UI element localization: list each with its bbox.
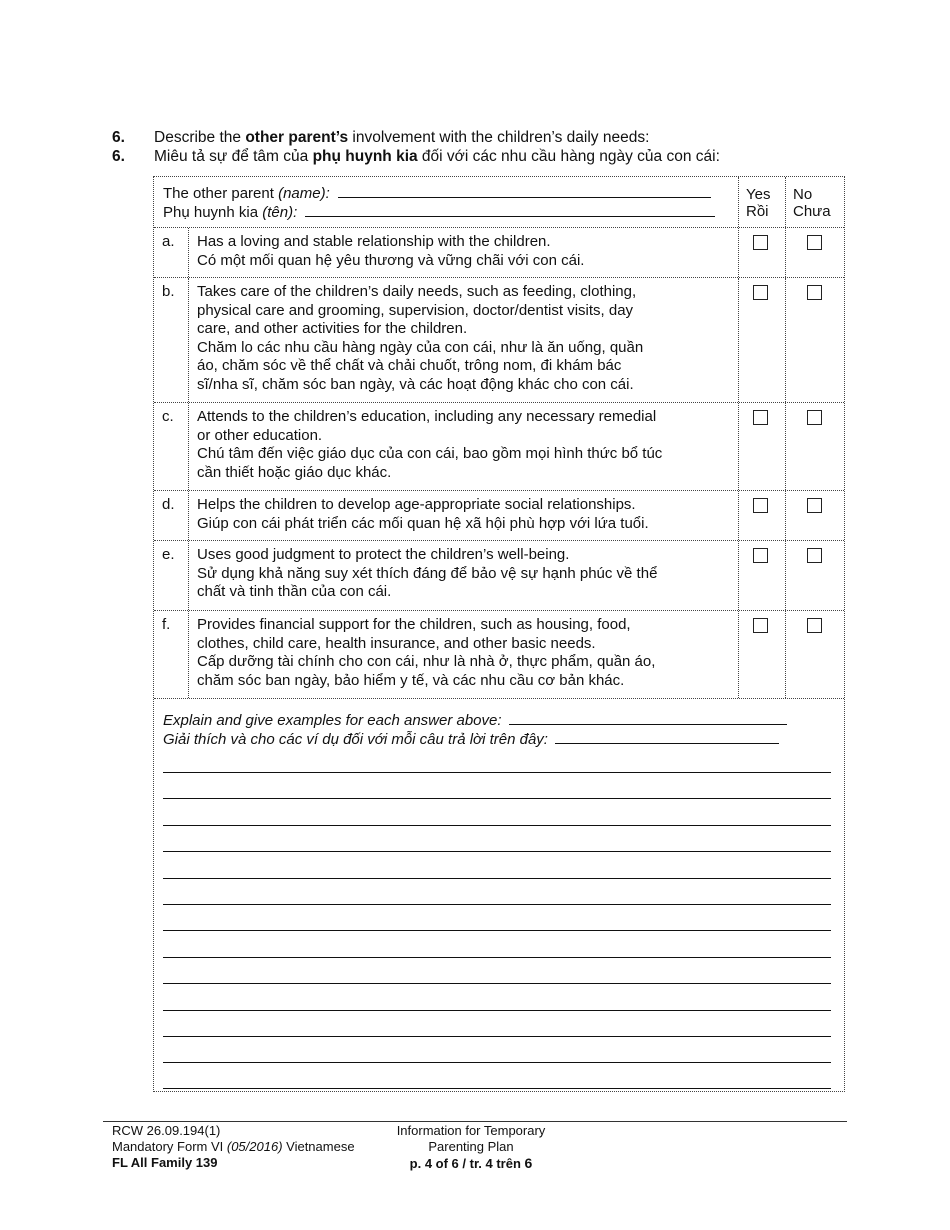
item-letter: d.	[162, 496, 175, 513]
table-row	[154, 491, 844, 541]
footer-statute: RCW 26.09.194(1)	[112, 1123, 221, 1138]
other-parent-name-line-en: The other parent (name):	[163, 184, 711, 203]
no-checkbox[interactable]	[807, 498, 822, 513]
answer-line[interactable]	[163, 930, 831, 931]
footer-form-id: FL All Family 139	[112, 1155, 218, 1170]
item-description: Attends to the children’s education, including any necessary remedial or other education. Chú tâm đến việc giáo dục của con cái, bao gồm mọi hình thức bổ túc cần thiết hoặc giáo dục khác.	[197, 408, 663, 481]
yes-checkbox[interactable]	[753, 498, 768, 513]
answer-line[interactable]	[163, 851, 831, 852]
explain-label-vietnamese: Giải thích và cho các ví dụ đối với mỗi câu trả lời trên đây:	[163, 730, 779, 749]
section-number-vi: 6.	[112, 148, 125, 165]
item-letter: f.	[162, 616, 171, 633]
item-description: Has a loving and stable relationship with the children. Có một mối quan hệ yêu thương và vững chãi với con cái.	[197, 233, 585, 269]
answer-line[interactable]	[163, 878, 831, 879]
yes-checkbox[interactable]	[753, 285, 768, 300]
footer-document-title: Information for Temporary Parenting Plan p. 4 of 6 / tr. 4 trên 6	[370, 1123, 572, 1172]
yes-checkbox[interactable]	[753, 618, 768, 633]
yes-column-header: Yes Rồi	[746, 186, 771, 220]
item-description: Takes care of the children’s daily needs, such as feeding, clothing, physical care and grooming, supervision, doctor/dentist visits, day care, and other activities for the children. Chăm lo các nhu cầu hàng ngày của con cái, như là ăn uống, quần áo, chăm sóc về thể chất và chải chuốt, trông nom, đi khám bác sĩ/nha sĩ, chăm sóc ban ngày, và các hoạt động khác cho con cái.	[197, 283, 644, 393]
no-checkbox[interactable]	[807, 410, 822, 425]
item-description: Helps the children to develop age-appropriate social relationships. Giúp con cái phát triển các mối quan hệ xã hội phù hợp với lứa tuổi.	[197, 496, 649, 532]
table-row	[154, 541, 844, 611]
answer-line[interactable]	[163, 798, 831, 799]
no-column-header: No Chưa	[793, 186, 831, 220]
answer-line[interactable]	[163, 1062, 831, 1063]
explain-input-second[interactable]	[555, 730, 779, 744]
item-letter: e.	[162, 546, 175, 563]
yes-checkbox[interactable]	[753, 410, 768, 425]
no-checkbox[interactable]	[807, 548, 822, 563]
other-parent-name-input[interactable]	[338, 184, 711, 198]
answer-line[interactable]	[163, 904, 831, 905]
footer-divider	[103, 1121, 847, 1122]
other-parent-name-line-vi: Phụ huynh kia (tên):	[163, 203, 715, 222]
section-prompt-english: Describe the other parent’s involvement with the children’s daily needs:	[154, 129, 650, 146]
footer-form-version: Mandatory Form VI (05/2016) Vietnamese	[112, 1139, 355, 1154]
answer-line[interactable]	[163, 1036, 831, 1037]
no-checkbox[interactable]	[807, 618, 822, 633]
section-prompt-vietnamese: Miêu tả sự để tâm của phụ huynh kia đối với các nhu cầu hàng ngày của con cái:	[154, 148, 720, 165]
yes-checkbox[interactable]	[753, 235, 768, 250]
table-header-row	[154, 177, 844, 228]
answer-line[interactable]	[163, 983, 831, 984]
no-checkbox[interactable]	[807, 235, 822, 250]
item-letter: c.	[162, 408, 174, 425]
item-letter: a.	[162, 233, 175, 250]
table-row	[154, 228, 844, 278]
answer-line[interactable]	[163, 1010, 831, 1011]
answer-line[interactable]	[163, 772, 831, 773]
table-row	[154, 611, 844, 699]
answer-line[interactable]	[163, 1088, 831, 1089]
item-description: Uses good judgment to protect the children’s well-being. Sử dụng khả năng suy xét thích đáng để bảo vệ sự hạnh phúc về thể chất và tinh thần của con cái.	[197, 546, 658, 600]
yes-checkbox[interactable]	[753, 548, 768, 563]
involvement-table	[153, 176, 845, 1092]
answer-line[interactable]	[163, 957, 831, 958]
table-row	[154, 403, 844, 491]
other-parent-name-input-vi[interactable]	[305, 203, 715, 217]
explain-label-english: Explain and give examples for each answer above:	[163, 711, 787, 730]
table-row	[154, 278, 844, 403]
item-letter: b.	[162, 283, 175, 300]
answer-line[interactable]	[163, 825, 831, 826]
footer-form-info	[112, 1123, 355, 1171]
item-description: Provides financial support for the children, such as housing, food, clothes, child care, health insurance, and other basic needs. Cấp dưỡng tài chính cho con cái, như là nhà ở, thực phẩm, quần áo, chăm sóc ban ngày, bảo hiểm y tế, và các nhu cầu cơ bản khác.	[197, 616, 656, 689]
explain-input-first[interactable]	[509, 711, 787, 725]
page-number: p. 4 of 6 / tr. 4 trên 6	[409, 1155, 533, 1171]
section-number: 6.	[112, 129, 125, 146]
no-checkbox[interactable]	[807, 285, 822, 300]
